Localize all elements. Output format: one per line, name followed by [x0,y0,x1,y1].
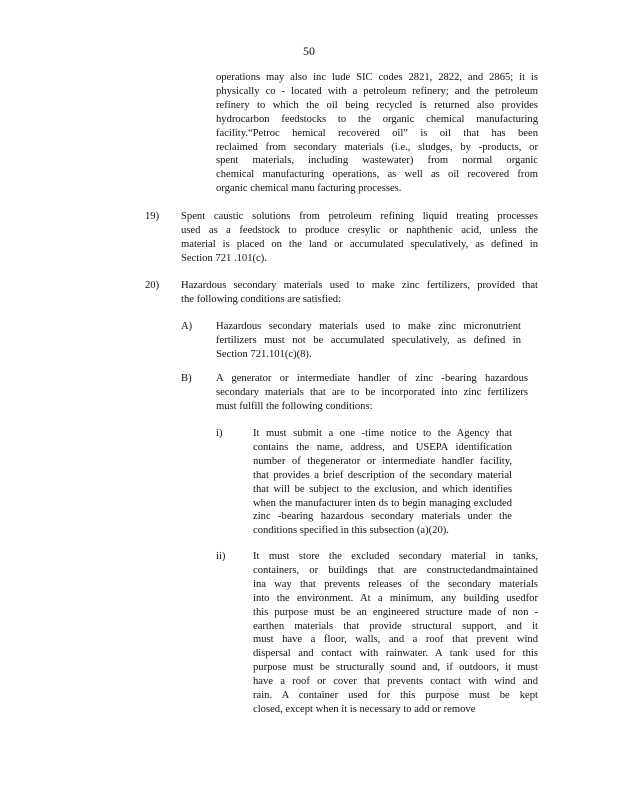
paragraph-line: Spent caustic solutions from petroleum refining liquid treating processes [181,211,538,222]
paragraph-line: containers, or buildings that are constructedandmaintained [253,564,538,576]
item-19-marker: 19) [145,211,160,222]
paragraph-line: fertilizers must not be accumulated speculatively, as defined in [216,334,521,346]
paragraph-line: used as a feedstock to produce cresylic or naphthenic acid, unless the [181,224,538,236]
item-i-marker: i) [216,428,223,439]
paragraph-line: that will be subject to the exclusion, and which identifies [253,483,512,495]
paragraph-line: secondary materials that are to be incorporated into zinc fertilizers [216,386,528,398]
paragraph-line: Hazardous secondary materials used to make zinc micronutrient [216,321,521,332]
paragraph-line: refinery to which the oil being recycled is returned also provides [216,99,538,111]
paragraph-line: A generator or intermediate handler of zinc -bearing hazardous [216,373,528,384]
paragraph-line: the following conditions are satisfied: [181,293,342,305]
paragraph-line: must fulfill the following conditions: [216,400,373,412]
paragraph-line: It must store the excluded secondary material in tanks, [253,551,538,562]
paragraph-line: material is placed on the land or accumulated speculatively, as defined in [181,238,538,250]
item-i-paragraph [253,427,512,538]
paragraph-line: that provides a brief description of the secondary material [253,469,512,481]
paragraph-line: into the environment. At a minimum, any building usedfor [253,592,538,604]
paragraph-line: ina way that prevents releases of the secondary materials [253,578,538,590]
item-20-paragraph [181,279,538,307]
paragraph-line: contains the name, address, and USEPA identification [253,441,512,453]
paragraph-line: must have a floor, walls, and a roof that prevent wind [253,634,538,646]
item-b-paragraph [216,372,528,414]
paragraph-line: reclaimed from secondary materials (i.e., sludges, by -products, or [216,141,538,153]
paragraph-line: rain. A container used for this purpose must be kept [253,690,538,702]
item-ii-marker: ii) [216,551,226,562]
paragraph-line: hydrocarbon feedstocks to the organic chemical manufacturing [216,113,538,125]
paragraph-line: chemical manufacturing operations, as well as oil recovered from [216,169,538,181]
paragraph-line: Section 721 .101(c). [181,252,267,264]
paragraph-line: Section 721.101(c)(8). [216,348,312,360]
item-19-paragraph [181,210,538,266]
paragraph-line: number of thegenerator or intermediate handler facility, [253,455,512,467]
paragraph-line: Hazardous secondary materials used to make zinc fertilizers, provided that [181,280,538,291]
paragraph-line: spent materials, including wastewater) from normal organic [216,155,538,167]
page-number: 50 [303,44,315,58]
paragraph-line: have a roof or cover that prevents contact with wind and [253,676,538,688]
paragraph-line: earthen materials that provide structural support, and it [253,620,538,632]
item-b-marker: B) [181,373,192,384]
item-ii-paragraph [253,550,538,717]
paragraph-line: organic chemical manu facturing processes. [216,183,402,195]
item-20-marker: 20) [145,280,160,291]
paragraph-line: physically co - located with a petroleum refinery; and the petroleum [216,85,538,97]
item-a-paragraph [216,320,521,362]
continuation-paragraph [216,71,538,196]
paragraph-line: It must submit a one -time notice to the Agency that [253,428,512,439]
paragraph-line: closed, except when it is necessary to add or remove [253,703,476,715]
paragraph-line: when the manufacturer inten ds to begin managing excluded [253,497,512,509]
item-a-marker: A) [181,321,193,332]
paragraph-line: dispersal and contact with rainwater. A tank used for this [253,648,538,660]
paragraph-line: conditions specified in this subsection (a)(20). [253,525,449,537]
paragraph-line: facility.“Petroc hemical recovered oil” is oil that has been [216,127,538,139]
paragraph-line: zinc -bearing hazardous secondary materials under the [253,511,512,523]
paragraph-line: operations may also inc lude SIC codes 2821, 2822, and 2865; it is [216,72,538,83]
paragraph-line: this purpose must be an engineered structure made of non - [253,606,538,618]
paragraph-line: purpose must be structurally sound and, if outdoors, it must [253,662,538,674]
